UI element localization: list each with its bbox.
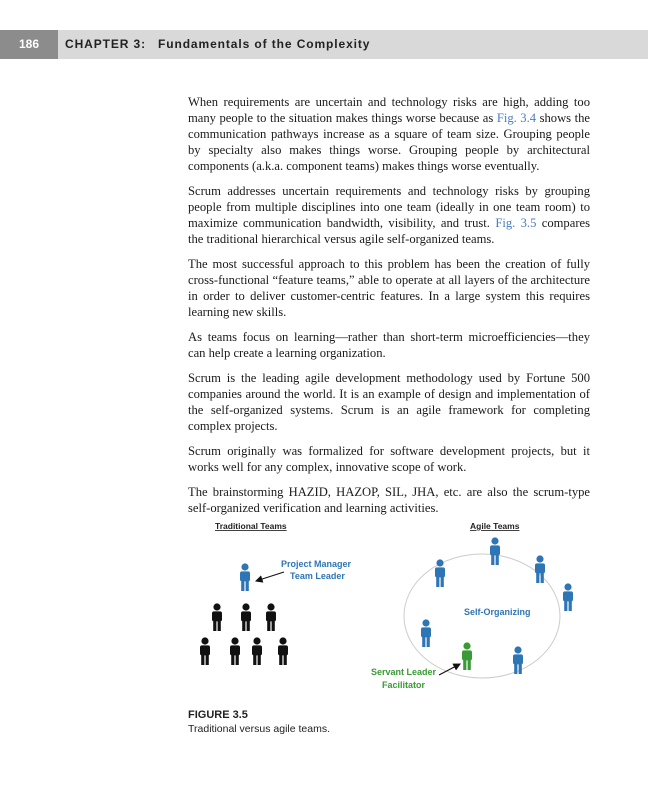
agile-member-person-icon <box>435 559 445 587</box>
paragraph-6: Scrum originally was formalized for software development projects, but it works well for any complex, innovative scope of work. <box>188 444 590 474</box>
figure-label: FIGURE 3.5 <box>188 709 248 721</box>
agile-member-person-icon <box>535 555 545 583</box>
agile-teams-title: Agile Teams <box>470 521 520 531</box>
self-organizing-label: Self-Organizing <box>464 607 531 617</box>
team-member-person-icon <box>200 637 210 665</box>
project-manager-person-icon <box>240 563 250 591</box>
team-member-person-icon <box>241 603 251 631</box>
paragraph-3: The most successful approach to this problem has been the creation of fully cross-functional “feature teams,” able to operate at all layers of the architecture in order to deliver customer-centric features. In a large system this requires learning new skills. <box>188 257 590 319</box>
agile-member-person-icon <box>513 646 523 674</box>
chapter-heading <box>65 30 370 59</box>
servant-leader-label: Servant Leader <box>371 667 437 677</box>
team-member-person-icon <box>278 637 288 665</box>
team-leader-label: Team Leader <box>290 571 345 581</box>
paragraph-4: As teams focus on learning—rather than short-term microefficiencies—they can help create a learning organization. <box>188 330 590 360</box>
traditional-teams-title: Traditional Teams <box>215 521 287 531</box>
figure-caption: Traditional versus agile teams. <box>188 723 331 735</box>
agile-member-person-icon <box>490 537 500 565</box>
team-member-person-icon <box>212 603 222 631</box>
chapter-label: CHAPTER 3: <box>65 37 147 51</box>
project-manager-label: Project Manager <box>281 559 352 569</box>
chapter-title: Fundamentals of the Complexity <box>158 37 371 51</box>
agile-member-person-icon <box>421 619 431 647</box>
facilitator-label: Facilitator <box>382 680 426 690</box>
team-member-person-icon <box>266 603 276 631</box>
page-number: 186 <box>0 30 58 59</box>
figure-ref-3-5[interactable]: Fig. 3.5 <box>495 216 537 230</box>
paragraph-1: When requirements are uncertain and technology risks are high, adding too many people to the situation makes things worse because as Fig. 3.4 shows the communication pathways increase as a square of team size. Grouping people by specialty also makes things worse. Grouping people by architectural components (a.k.a. component teams) makes things worse eventually. <box>188 95 590 173</box>
running-header <box>0 30 648 59</box>
paragraph-2: Scrum addresses uncertain requirements and technology risks by grouping people from multiple disciplines into one team (ideally in one team room) to maximize communication bandwidth, visibility, and trust. Fig. 3.5 compares the traditional hierarchical versus agile self-organized teams. <box>188 184 591 246</box>
pm-pointer-arrow <box>256 572 284 581</box>
body-text <box>188 94 590 525</box>
team-member-person-icon <box>230 637 240 665</box>
figure-3-5-diagram <box>190 515 590 715</box>
paragraph-5: Scrum is the leading agile development methodology used by Fortune 500 companies around the world. It is an example of design and implementation of the self-organized systems. Scrum is an agile framework for completing complex projects. <box>188 371 590 433</box>
paragraph-7: The brainstorming HAZID, HAZOP, SIL, JHA, etc. are also the scrum-type self-organized verification and learning activities. <box>188 485 590 515</box>
team-member-person-icon <box>252 637 262 665</box>
figure-ref-3-4[interactable]: Fig. 3.4 <box>496 111 537 125</box>
agile-member-person-icon <box>563 583 573 611</box>
servant-leader-person-icon <box>462 642 472 670</box>
